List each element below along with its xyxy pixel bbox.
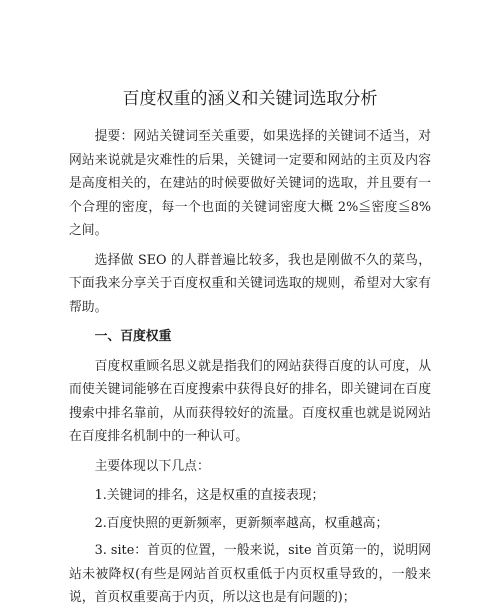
- section-heading: 一、百度权重: [94, 329, 172, 344]
- list-item: 1.关键词的排名，这是权重的直接表现；: [94, 488, 325, 503]
- points-intro: 主要体现以下几点：: [94, 458, 210, 474]
- document-body: [69, 125, 431, 610]
- list-item: 2.百度快照的更新频率，更新频率越高，权重越高；: [94, 515, 389, 531]
- document-title: 百度权重的涵义和关键词选取分析: [122, 89, 378, 109]
- summary-paragraph: 提要：网站关键词至关重要，如果选择的关键词不适当，对网站来说就是灾难性的后果，关键词一定要和网站的主页及内容是高度相关的，在建站的时候要做好关键词的选取，并且要有一个合理的密度，每一个也面的关键词密度大概 2%≦密度≦8%之间。: [69, 129, 431, 238]
- list-item: 3. site：首页的位置，一般来说，site 首页第一的，说明网站未被降权(有些是网站首页权重低于内页权重导致的，一般来说，首页权重要高于内页，所以这也是有问题的)；: [69, 543, 431, 605]
- intro-paragraph: 选择做 SEO 的人群普遍比较多，我也是刚做不久的菜鸟，下面我来分享关于百度权重和关键词选取的规则，希望对大家有帮助。: [69, 252, 431, 315]
- definition-paragraph: 百度权重顾名思义就是指我们的网站获得百度的认可度，从而使关键词能够在百度搜索中获得良好的排名，即关键词在百度搜索中排名靠前，从而获得较好的流量。百度权重也就是说网站在百度排名机制中的一种认可。: [69, 358, 431, 444]
